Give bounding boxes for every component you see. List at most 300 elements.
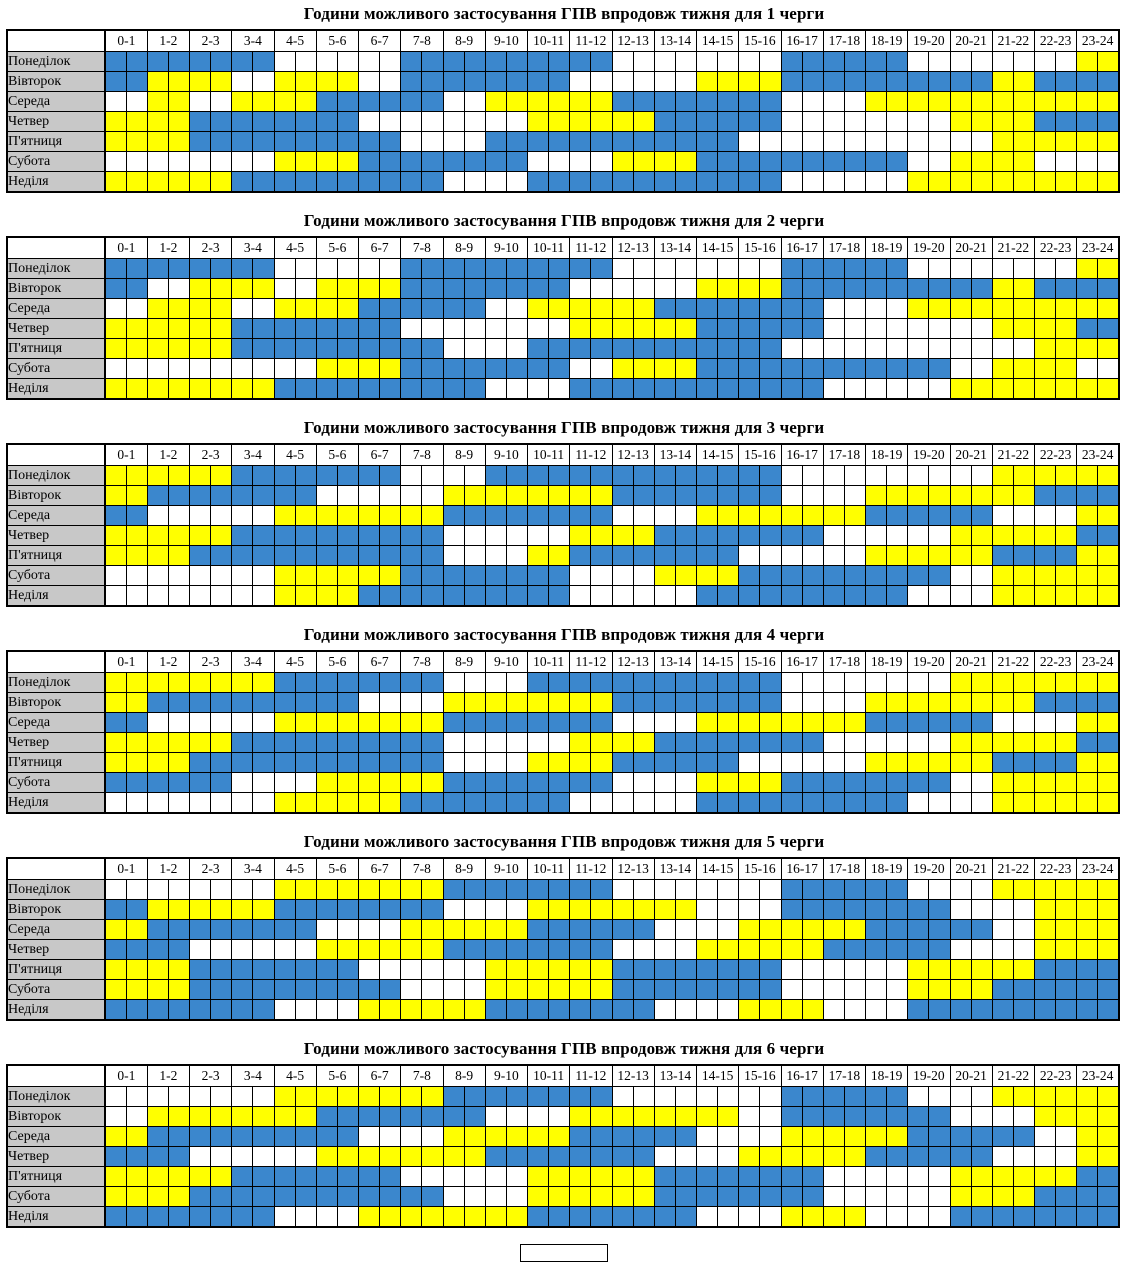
schedule-cell: [422, 713, 443, 733]
schedule-cell: [633, 900, 654, 920]
schedule-cell: [211, 733, 232, 753]
day-label: П'ятниця: [7, 753, 105, 773]
table-row: [7, 586, 1119, 607]
schedule-cell: [675, 1147, 696, 1167]
schedule-cell: [443, 52, 464, 72]
schedule-cell: [633, 673, 654, 693]
schedule-cell: [316, 940, 337, 960]
table-row: [7, 172, 1119, 193]
hour-header: 1-2: [147, 444, 189, 466]
schedule-cell: [380, 880, 401, 900]
schedule-cell: [866, 1187, 887, 1207]
schedule-cell: [105, 940, 126, 960]
schedule-cell: [802, 299, 823, 319]
schedule-table: [6, 443, 1120, 607]
schedule-cell: [105, 1167, 126, 1187]
schedule-cell: [633, 880, 654, 900]
schedule-cell: [190, 880, 211, 900]
schedule-table: [6, 236, 1120, 400]
schedule-cell: [1056, 259, 1077, 279]
schedule-cell: [612, 920, 633, 940]
schedule-cell: [929, 773, 950, 793]
schedule-cell: [253, 673, 274, 693]
schedule-cell: [697, 586, 718, 607]
schedule-cell: [718, 466, 739, 486]
corner-cell: [7, 30, 105, 52]
schedule-cell: [126, 793, 147, 814]
schedule-cell: [908, 52, 929, 72]
schedule-cell: [633, 1127, 654, 1147]
schedule-cell: [1077, 713, 1098, 733]
schedule-cell: [274, 586, 295, 607]
schedule-cell: [380, 526, 401, 546]
schedule-cell: [675, 753, 696, 773]
schedule-cell: [232, 379, 253, 400]
schedule-cell: [1098, 940, 1119, 960]
schedule-cell: [274, 1187, 295, 1207]
schedule-cell: [1098, 112, 1119, 132]
schedule-cell: [105, 132, 126, 152]
day-label: Понеділок: [7, 466, 105, 486]
schedule-cell: [718, 693, 739, 713]
schedule-cell: [464, 112, 485, 132]
schedule-cell: [316, 1147, 337, 1167]
schedule-cell: [380, 52, 401, 72]
schedule-cell: [887, 980, 908, 1000]
schedule-cell: [147, 586, 168, 607]
schedule-cell: [485, 299, 506, 319]
schedule-cell: [211, 1087, 232, 1107]
schedule-cell: [697, 526, 718, 546]
schedule-cell: [1056, 566, 1077, 586]
schedule-cell: [929, 673, 950, 693]
day-label: Четвер: [7, 940, 105, 960]
schedule-cell: [190, 566, 211, 586]
schedule-cell: [844, 379, 865, 400]
schedule-cell: [105, 693, 126, 713]
schedule-cell: [190, 1127, 211, 1147]
schedule-cell: [211, 1167, 232, 1187]
schedule-cell: [295, 379, 316, 400]
schedule-cell: [316, 92, 337, 112]
schedule-cell: [253, 1107, 274, 1127]
schedule-cell: [464, 486, 485, 506]
schedule-cell: [570, 526, 591, 546]
schedule-cell: [168, 566, 189, 586]
schedule-cell: [802, 259, 823, 279]
schedule-cell: [549, 379, 570, 400]
schedule-cell: [760, 359, 781, 379]
schedule-cell: [950, 940, 971, 960]
schedule-cell: [422, 359, 443, 379]
schedule-cell: [105, 52, 126, 72]
schedule-cell: [802, 900, 823, 920]
schedule-cell: [1056, 486, 1077, 506]
schedule-cell: [337, 486, 358, 506]
schedule-cell: [887, 713, 908, 733]
schedule-cell: [1035, 259, 1056, 279]
schedule-cell: [1035, 299, 1056, 319]
schedule-cell: [760, 132, 781, 152]
schedule-cell: [380, 466, 401, 486]
schedule-cell: [844, 92, 865, 112]
schedule-cell: [866, 92, 887, 112]
schedule-cell: [971, 359, 992, 379]
schedule-cell: [866, 259, 887, 279]
schedule-cell: [781, 486, 802, 506]
schedule-cell: [1098, 279, 1119, 299]
schedule-cell: [739, 526, 760, 546]
schedule-cell: [697, 379, 718, 400]
schedule-cell: [232, 1147, 253, 1167]
schedule-cell: [485, 319, 506, 339]
schedule-cell: [739, 339, 760, 359]
schedule-cell: [802, 486, 823, 506]
schedule-cell: [443, 693, 464, 713]
schedule-cell: [168, 980, 189, 1000]
table-row: [7, 379, 1119, 400]
schedule-cell: [929, 1187, 950, 1207]
schedule-cell: [211, 526, 232, 546]
schedule-cell: [823, 900, 844, 920]
schedule-cell: [190, 152, 211, 172]
schedule-cell: [337, 566, 358, 586]
schedule-cell: [908, 753, 929, 773]
schedule-cell: [211, 172, 232, 193]
schedule-cell: [760, 299, 781, 319]
schedule-cell: [1056, 279, 1077, 299]
schedule-cell: [485, 920, 506, 940]
day-label: Субота: [7, 1187, 105, 1207]
schedule-cell: [887, 880, 908, 900]
schedule-cell: [253, 1087, 274, 1107]
schedule-cell: [675, 673, 696, 693]
schedule-cell: [549, 920, 570, 940]
hour-header: 10-11: [528, 1065, 570, 1087]
hour-header: 19-20: [908, 237, 950, 259]
schedule-cell: [887, 733, 908, 753]
schedule-cell: [401, 546, 422, 566]
schedule-cell: [675, 259, 696, 279]
schedule-cell: [528, 1087, 549, 1107]
schedule-cell: [570, 546, 591, 566]
schedule-cell: [718, 279, 739, 299]
schedule-cell: [802, 793, 823, 814]
schedule-cell: [337, 693, 358, 713]
schedule-cell: [570, 753, 591, 773]
schedule-cell: [422, 466, 443, 486]
schedule-cell: [380, 486, 401, 506]
schedule-cell: [591, 753, 612, 773]
schedule-cell: [802, 1167, 823, 1187]
schedule-cell: [633, 940, 654, 960]
schedule-cell: [950, 339, 971, 359]
schedule-cell: [950, 693, 971, 713]
schedule-cell: [866, 1000, 887, 1021]
schedule-cell: [781, 920, 802, 940]
schedule-cell: [887, 1107, 908, 1127]
schedule-cell: [337, 319, 358, 339]
schedule-cell: [380, 793, 401, 814]
schedule-cell: [992, 673, 1013, 693]
schedule-cell: [887, 259, 908, 279]
schedule-cell: [675, 880, 696, 900]
schedule-cell: [739, 1187, 760, 1207]
schedule-cell: [887, 486, 908, 506]
schedule-cell: [781, 900, 802, 920]
schedule-cell: [1077, 379, 1098, 400]
schedule-cell: [1077, 1187, 1098, 1207]
schedule-cell: [105, 92, 126, 112]
schedule-cell: [929, 92, 950, 112]
schedule-cell: [591, 1000, 612, 1021]
schedule-cell: [992, 92, 1013, 112]
schedule-cell: [1077, 673, 1098, 693]
schedule-cell: [147, 673, 168, 693]
schedule-cell: [739, 940, 760, 960]
schedule-cell: [591, 1187, 612, 1207]
schedule-cell: [929, 172, 950, 193]
schedule-cell: [253, 112, 274, 132]
schedule-cell: [105, 773, 126, 793]
schedule-cell: [274, 980, 295, 1000]
schedule-cell: [443, 546, 464, 566]
schedule-cell: [168, 486, 189, 506]
schedule-cell: [274, 566, 295, 586]
schedule-cell: [1056, 319, 1077, 339]
schedule-cell: [211, 693, 232, 713]
schedule-cell: [1035, 586, 1056, 607]
hour-header: 22-23: [1035, 651, 1077, 673]
schedule-cell: [971, 1127, 992, 1147]
schedule-cell: [316, 586, 337, 607]
schedule-cell: [126, 546, 147, 566]
schedule-cell: [591, 1107, 612, 1127]
schedule-cell: [591, 299, 612, 319]
schedule-cell: [1077, 546, 1098, 566]
schedule-cell: [908, 673, 929, 693]
schedule-cell: [295, 152, 316, 172]
schedule-cell: [992, 359, 1013, 379]
schedule-cell: [1013, 773, 1034, 793]
legend-strip: [6, 1242, 1122, 1262]
schedule-cell: [675, 1187, 696, 1207]
schedule-cell: [528, 1147, 549, 1167]
schedule-cell: [274, 299, 295, 319]
hour-header: 20-21: [950, 858, 992, 880]
schedule-cell: [506, 319, 527, 339]
schedule-cell: [570, 980, 591, 1000]
schedule-cell: [464, 299, 485, 319]
schedule-cell: [739, 713, 760, 733]
schedule-cell: [1013, 1167, 1034, 1187]
schedule-cell: [654, 132, 675, 152]
schedule-cell: [1077, 279, 1098, 299]
schedule-cell: [1098, 1107, 1119, 1127]
schedule-cell: [337, 980, 358, 1000]
schedule-cell: [380, 733, 401, 753]
schedule-cell: [802, 880, 823, 900]
schedule-cell: [908, 693, 929, 713]
schedule-cell: [485, 132, 506, 152]
schedule-cell: [1098, 793, 1119, 814]
schedule-cell: [570, 586, 591, 607]
schedule-cell: [866, 466, 887, 486]
schedule-cell: [443, 172, 464, 193]
schedule-cell: [612, 466, 633, 486]
schedule-cell: [337, 339, 358, 359]
schedule-cell: [887, 379, 908, 400]
schedule-cell: [950, 1087, 971, 1107]
schedule-cell: [337, 900, 358, 920]
schedule-cell: [359, 1187, 380, 1207]
schedule-cell: [633, 379, 654, 400]
schedule-cell: [781, 1187, 802, 1207]
table-row: [7, 132, 1119, 152]
schedule-cell: [443, 733, 464, 753]
schedule-cell: [823, 793, 844, 814]
schedule-cell: [612, 339, 633, 359]
schedule-cell: [147, 900, 168, 920]
schedule-cell: [1056, 52, 1077, 72]
schedule-cell: [443, 586, 464, 607]
schedule-cell: [1035, 379, 1056, 400]
schedule-cell: [147, 152, 168, 172]
schedule-cell: [591, 920, 612, 940]
schedule-cell: [823, 112, 844, 132]
schedule-cell: [1077, 152, 1098, 172]
schedule-cell: [760, 1107, 781, 1127]
schedule-cell: [190, 1087, 211, 1107]
hour-header: 6-7: [359, 30, 401, 52]
schedule-cell: [422, 940, 443, 960]
schedule-cell: [866, 72, 887, 92]
schedule-cell: [1013, 466, 1034, 486]
schedule-cell: [1077, 486, 1098, 506]
schedule-cell: [908, 940, 929, 960]
schedule-cell: [506, 112, 527, 132]
schedule-cell: [528, 132, 549, 152]
schedule-cell: [549, 112, 570, 132]
schedule-cell: [316, 359, 337, 379]
schedule-cell: [464, 526, 485, 546]
schedule-cell: [612, 1167, 633, 1187]
schedule-cell: [591, 1127, 612, 1147]
schedule-cell: [1056, 152, 1077, 172]
schedule-cell: [1098, 900, 1119, 920]
schedule-cell: [1077, 566, 1098, 586]
schedule-cell: [105, 259, 126, 279]
schedule-cell: [612, 299, 633, 319]
schedule-cell: [570, 1000, 591, 1021]
schedule-cell: [274, 112, 295, 132]
schedule-cell: [359, 880, 380, 900]
schedule-cell: [591, 132, 612, 152]
schedule-cell: [485, 172, 506, 193]
schedule-cell: [168, 693, 189, 713]
schedule-cell: [506, 1187, 527, 1207]
schedule-cell: [147, 773, 168, 793]
schedule-cell: [295, 172, 316, 193]
schedule-cell: [760, 1087, 781, 1107]
schedule-cell: [232, 693, 253, 713]
schedule-cell: [781, 1207, 802, 1228]
schedule-cell: [1077, 586, 1098, 607]
schedule-cell: [823, 1087, 844, 1107]
schedule-cell: [802, 586, 823, 607]
schedule-cell: [971, 132, 992, 152]
hour-header: 17-18: [823, 1065, 865, 1087]
schedule-cell: [654, 940, 675, 960]
schedule-cell: [781, 339, 802, 359]
schedule-cell: [1013, 1207, 1034, 1228]
schedule-cell: [168, 1207, 189, 1228]
schedule-cell: [253, 92, 274, 112]
schedule-cell: [422, 793, 443, 814]
schedule-cell: [295, 359, 316, 379]
schedule-cell: [591, 980, 612, 1000]
schedule-cell: [253, 172, 274, 193]
schedule-cell: [887, 52, 908, 72]
schedule-cell: [147, 1107, 168, 1127]
schedule-cell: [844, 1187, 865, 1207]
schedule-cell: [570, 793, 591, 814]
schedule-cell: [401, 733, 422, 753]
schedule-cell: [190, 1107, 211, 1127]
schedule-cell: [506, 960, 527, 980]
schedule-cell: [612, 1187, 633, 1207]
hour-header: 9-10: [485, 237, 527, 259]
day-label: Понеділок: [7, 259, 105, 279]
schedule-cell: [211, 466, 232, 486]
schedule-cell: [844, 673, 865, 693]
schedule-cell: [992, 486, 1013, 506]
schedule-cell: [908, 1000, 929, 1021]
schedule-cell: [802, 713, 823, 733]
schedule-cell: [781, 1107, 802, 1127]
schedule-cell: [908, 72, 929, 92]
schedule-cell: [992, 1107, 1013, 1127]
hours-header-row: [7, 651, 1119, 673]
schedule-cell: [380, 279, 401, 299]
schedule-cell: [485, 773, 506, 793]
schedule-cell: [760, 379, 781, 400]
schedule-cell: [739, 506, 760, 526]
schedule-cell: [359, 1107, 380, 1127]
schedule-cell: [971, 1187, 992, 1207]
schedule-cell: [359, 900, 380, 920]
hours-header-row: [7, 858, 1119, 880]
schedule-cell: [1035, 920, 1056, 940]
schedule-cell: [422, 1000, 443, 1021]
schedule-cell: [739, 793, 760, 814]
schedule-cell: [1035, 339, 1056, 359]
schedule-cell: [485, 1000, 506, 1021]
schedule-cell: [422, 72, 443, 92]
schedule-cell: [929, 526, 950, 546]
schedule-cell: [168, 279, 189, 299]
schedule-cell: [316, 693, 337, 713]
schedule-cell: [570, 319, 591, 339]
schedule-cell: [802, 112, 823, 132]
schedule-cell: [337, 586, 358, 607]
schedule-cell: [549, 1107, 570, 1127]
table-row: [7, 52, 1119, 72]
schedule-cell: [168, 1187, 189, 1207]
schedule-cell: [1035, 319, 1056, 339]
schedule-cell: [190, 900, 211, 920]
schedule-cell: [844, 773, 865, 793]
